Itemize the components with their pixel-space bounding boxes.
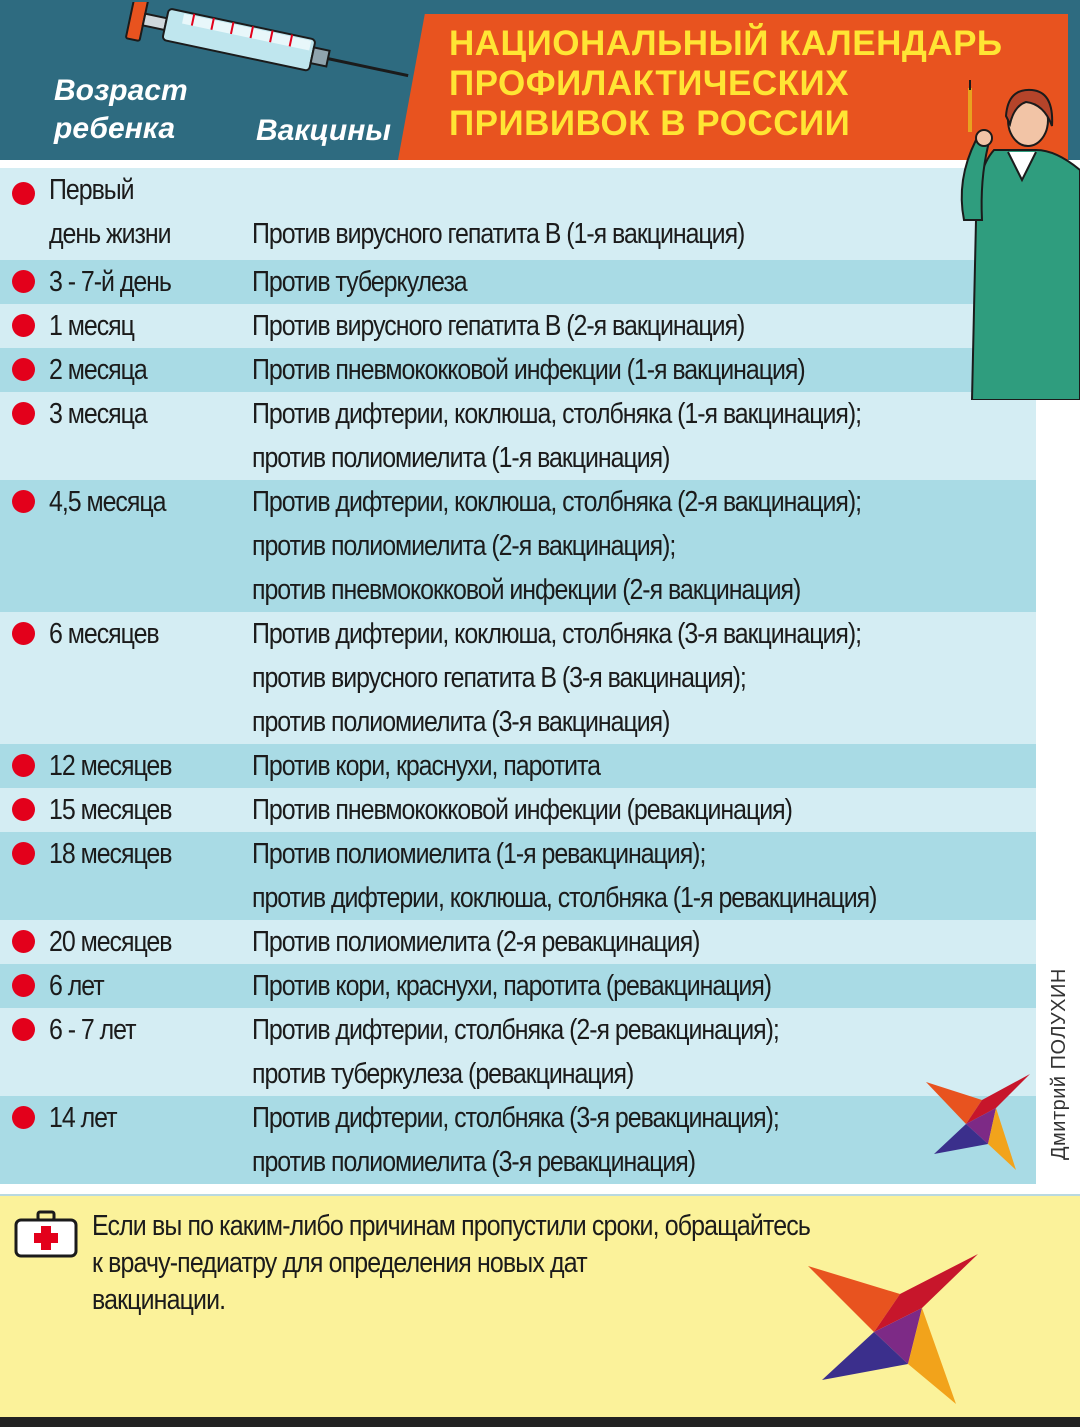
- footer-note-line: Если вы по каким-либо причинам пропустили сроки, обращайтесь: [92, 1210, 810, 1242]
- vaccines-column-header: Вакцины: [256, 114, 391, 147]
- table-row: [0, 348, 1036, 392]
- table-row: [0, 832, 1036, 920]
- vaccine-line: Против дифтерии, коклюша, столбняка (3-я вакцинация);: [252, 618, 862, 650]
- age-cell: [49, 392, 247, 436]
- age-cell: [49, 260, 247, 304]
- age-line: 15 месяцев: [49, 794, 172, 826]
- bullet-icon: [12, 402, 35, 425]
- vaccine-line: Против вирусного гепатита В (2-я вакцинация): [252, 310, 745, 342]
- bullet-icon: [12, 182, 35, 205]
- swallow-logo: [808, 1254, 978, 1404]
- table-row: [0, 744, 1036, 788]
- table-row: [0, 392, 1036, 480]
- age-column-header: [54, 72, 224, 148]
- vaccine-line: Против полиомиелита (1-я ревакцинация);: [252, 838, 706, 870]
- table-row: [0, 480, 1036, 612]
- age-line: Первый: [49, 174, 134, 206]
- vaccine-line: Против туберкулеза: [252, 266, 467, 298]
- bullet-icon: [12, 930, 35, 953]
- age-line: день жизни: [49, 218, 171, 250]
- vaccine-line: против полиомиелита (3-я вакцинация): [252, 706, 670, 738]
- swallow-logo: [926, 1074, 1030, 1170]
- vaccines-cell: [252, 744, 1026, 788]
- age-column-header-line: Возраст: [54, 74, 188, 107]
- vaccines-cell: [252, 392, 1026, 480]
- nurse-illustration: [936, 80, 1080, 400]
- age-cell: [49, 920, 247, 964]
- bullet-icon: [12, 974, 35, 997]
- vaccine-line: против полиомиелита (1-я вакцинация): [252, 442, 670, 474]
- bullet-icon: [12, 270, 35, 293]
- age-cell: [49, 304, 247, 348]
- vaccine-line: [252, 168, 1026, 212]
- bullet-icon: [12, 842, 35, 865]
- vaccines-cell: [252, 788, 1026, 832]
- vaccine-line: Против кори, краснухи, паротита: [252, 750, 600, 782]
- table-row: [0, 1096, 1036, 1184]
- bottom-border: [0, 1417, 1080, 1427]
- bullet-icon: [12, 754, 35, 777]
- vaccines-cell: [252, 480, 1026, 612]
- age-line: 6 месяцев: [49, 618, 159, 650]
- vaccines-cell: [252, 304, 1026, 348]
- table-row: [0, 260, 1036, 304]
- vaccines-cell: [252, 168, 1026, 256]
- vaccine-line: Против дифтерии, коклюша, столбняка (2-я вакцинация);: [252, 486, 862, 518]
- age-line: 18 месяцев: [49, 838, 172, 870]
- bullet-icon: [12, 314, 35, 337]
- age-cell: [49, 1096, 247, 1140]
- vaccine-line: Против пневмококковой инфекции (ревакцинация): [252, 794, 792, 826]
- author-credit: Дмитрий ПОЛУХИН: [1048, 968, 1070, 1160]
- bullet-icon: [12, 798, 35, 821]
- poster-title-line: ПРИВИВОК В РОССИИ: [449, 104, 851, 143]
- footer-note-line: к врачу-педиатру для определения новых дат: [92, 1247, 587, 1279]
- age-column-header-line: ребенка: [54, 112, 176, 145]
- vaccines-cell: [252, 1008, 1026, 1096]
- vaccine-line: Против кори, краснухи, паротита (ревакцинация): [252, 970, 772, 1002]
- age-cell: [49, 832, 247, 876]
- vaccine-line: Против дифтерии, столбняка (3-я ревакцинация);: [252, 1102, 779, 1134]
- table-row: [0, 168, 1036, 260]
- vaccine-line: Против пневмококковой инфекции (1-я вакцинация): [252, 354, 805, 386]
- age-line: 6 - 7 лет: [49, 1014, 136, 1046]
- vaccine-line: против дифтерии, коклюша, столбняка (1-я ревакцинация): [252, 882, 877, 914]
- age-cell: [49, 788, 247, 832]
- vaccine-line: против туберкулеза (ревакцинация): [252, 1058, 634, 1090]
- age-cell: [49, 1008, 247, 1052]
- vaccine-line: Против дифтерии, столбняка (2-я ревакцинация);: [252, 1014, 779, 1046]
- age-cell: [49, 480, 247, 524]
- vaccine-line: против пневмококковой инфекции (2-я вакцинация): [252, 574, 801, 606]
- table-row: [0, 612, 1036, 744]
- age-line: 3 - 7-й день: [49, 266, 171, 298]
- table-row: [0, 920, 1036, 964]
- vaccines-cell: [252, 260, 1026, 304]
- vaccines-cell: [252, 832, 1026, 920]
- poster-title-line: ПРОФИЛАКТИЧЕСКИХ: [449, 64, 849, 103]
- vaccines-cell: [252, 612, 1026, 744]
- footer-note-panel: [0, 1196, 1080, 1427]
- vaccines-cell: [252, 348, 1026, 392]
- table-row: [0, 1008, 1036, 1096]
- table-row: [0, 788, 1036, 832]
- vaccine-line: Против полиомиелита (2-я ревакцинация): [252, 926, 700, 958]
- age-line: 1 месяц: [49, 310, 134, 342]
- age-cell: [49, 744, 247, 788]
- bullet-icon: [12, 1018, 35, 1041]
- bullet-icon: [12, 1106, 35, 1129]
- header: [0, 0, 1080, 160]
- age-line: 4,5 месяца: [49, 486, 166, 518]
- first-aid-kit-icon: [14, 1210, 78, 1258]
- age-cell: [49, 348, 247, 392]
- vaccination-table: [0, 168, 1036, 1184]
- bullet-icon: [12, 490, 35, 513]
- age-cell: [49, 964, 247, 1008]
- age-line: 14 лет: [49, 1102, 117, 1134]
- age-line: 12 месяцев: [49, 750, 172, 782]
- age-line: 2 месяца: [49, 354, 147, 386]
- poster-title-line: НАЦИОНАЛЬНЫЙ КАЛЕНДАРЬ: [449, 24, 1003, 63]
- table-row: [0, 964, 1036, 1008]
- vaccine-line: Против дифтерии, коклюша, столбняка (1-я вакцинация);: [252, 398, 862, 430]
- vaccines-cell: [252, 1096, 1026, 1184]
- credit-area: [1040, 960, 1080, 1170]
- vaccine-line: против полиомиелита (2-я вакцинация);: [252, 530, 676, 562]
- vaccine-line: против вирусного гепатита В (3-я вакцинация);: [252, 662, 746, 694]
- age-cell: [49, 612, 247, 656]
- vaccines-cell: [252, 964, 1026, 1008]
- vaccine-line: Против вирусного гепатита В (1-я вакцинация): [252, 218, 745, 250]
- age-line: 3 месяца: [49, 398, 147, 430]
- vaccine-line: против полиомиелита (3-я ревакцинация): [252, 1146, 696, 1178]
- vaccines-cell: [252, 920, 1026, 964]
- age-line: 20 месяцев: [49, 926, 172, 958]
- age-cell: [49, 168, 247, 256]
- table-row: [0, 304, 1036, 348]
- age-line: 6 лет: [49, 970, 104, 1002]
- bullet-icon: [12, 622, 35, 645]
- footer-note-line: вакцинации.: [92, 1284, 226, 1316]
- bullet-icon: [12, 358, 35, 381]
